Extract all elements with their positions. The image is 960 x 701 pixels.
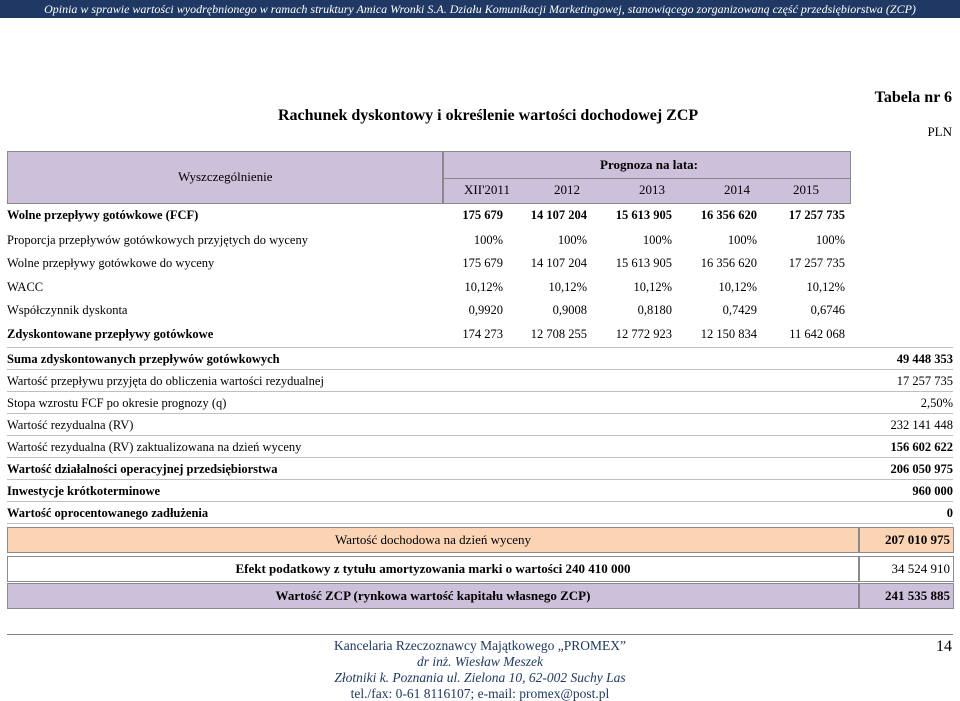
income-value-box <box>859 527 954 553</box>
year-header: 2014 <box>724 182 750 197</box>
summary-row <box>7 480 953 502</box>
row-value: 0,6746 <box>810 303 845 317</box>
summary-label: Stopa wzrostu FCF po okresie prognozy (q) <box>7 396 227 410</box>
row-value: 14 107 204 <box>530 256 587 270</box>
footer-line: Kancelaria Rzeczoznawcy Majątkowego „PROMEX” <box>333 638 626 653</box>
zcp-value-label-box <box>7 583 859 609</box>
page-header: Opinia w sprawie wartości wyodrębnionego w ramach struktury Amica Wronki S.A. Działu Komunikacji Marketingowej, stanowiącego zorganizowaną część przedsiębiorstwa (ZCP) <box>0 0 960 18</box>
row-value: 100% <box>473 233 503 247</box>
row-value: 11 642 068 <box>789 327 845 341</box>
row-label: Wolne przepływy gotówkowe (FCF) <box>7 208 199 222</box>
row-value: 10,12% <box>464 280 503 294</box>
zcp-value-box <box>859 583 954 609</box>
currency-label: PLN <box>927 124 952 139</box>
summary-row <box>7 502 953 524</box>
row-value: 100% <box>815 233 845 247</box>
description-header: Wyszczególnienie <box>178 169 273 184</box>
forecast-divider <box>444 178 850 179</box>
year-header: XII'2011 <box>464 182 510 197</box>
row-value: 16 356 620 <box>700 208 757 222</box>
summary-row <box>7 392 953 414</box>
row-value: 17 257 735 <box>788 208 845 222</box>
year-header: 2012 <box>554 182 580 197</box>
summary-row <box>7 348 953 370</box>
summary-value: 156 602 622 <box>890 440 953 454</box>
row-value: 0,8180 <box>637 303 672 317</box>
row-value: 12 708 255 <box>530 327 587 341</box>
row-value: 174 273 <box>462 327 503 341</box>
summary-row <box>7 370 953 392</box>
summary-value: 49 448 353 <box>896 352 953 366</box>
table-head-forecast <box>443 151 851 204</box>
row-value: 10,12% <box>548 280 587 294</box>
row-value: 10,12% <box>718 280 757 294</box>
row-value: 100% <box>727 233 757 247</box>
summary-value: 232 141 448 <box>890 418 953 432</box>
footer-rule <box>7 634 953 635</box>
table-number: Tabela nr 6 <box>874 89 952 106</box>
row-value: 12 772 923 <box>615 327 672 341</box>
income-value: 207 010 975 <box>885 532 950 547</box>
footer-line: tel./fax: 0-61 8116107; e-mail: promex@post.pl <box>350 686 610 701</box>
zcp-value: 241 535 885 <box>885 588 950 603</box>
row-value: 12 150 834 <box>700 327 757 341</box>
row-value: 15 613 905 <box>615 208 672 222</box>
row-value: 0,9920 <box>468 303 503 317</box>
tax-effect-box <box>859 556 954 582</box>
summary-row <box>7 458 953 480</box>
summary-value: 17 257 735 <box>896 374 953 388</box>
row-label: Wolne przepływy gotówkowe do wyceny <box>7 256 215 270</box>
summary-row <box>7 436 953 458</box>
row-value: 15 613 905 <box>615 256 672 270</box>
summary-value: 206 050 975 <box>890 462 953 476</box>
row-value: 100% <box>557 233 587 247</box>
forecast-header: Prognoza na lata: <box>600 157 698 172</box>
income-value-label: Wartość dochodowa na dzień wyceny <box>334 532 532 547</box>
row-label: Proporcja przepływów gotówkowych przyjętych do wyceny <box>7 233 308 247</box>
summary-value: 2,50% <box>920 396 953 410</box>
tax-effect-label-box <box>7 556 859 582</box>
row-value: 14 107 204 <box>530 208 587 222</box>
summary-label: Wartość oprocentowanego zadłużenia <box>7 506 209 520</box>
year-header: 2013 <box>639 182 665 197</box>
row-value: 10,12% <box>633 280 672 294</box>
summary-label: Wartość rezydualna (RV) <box>7 418 134 432</box>
row-value: 100% <box>642 233 672 247</box>
row-value: 16 356 620 <box>700 256 757 270</box>
summary-row <box>7 414 953 436</box>
income-value-label-box <box>7 527 859 553</box>
row-value: 0,7429 <box>722 303 757 317</box>
summary-value: 0 <box>946 506 953 520</box>
row-value: 17 257 735 <box>788 256 845 270</box>
summary-label: Wartość rezydualna (RV) zaktualizowana na dzień wyceny <box>7 440 302 454</box>
zcp-value-label: Wartość ZCP (rynkowa wartość kapitału własnego ZCP) <box>275 588 591 603</box>
table-head-description <box>7 151 443 204</box>
row-value: 175 679 <box>462 256 503 270</box>
row-value: 0,9008 <box>552 303 587 317</box>
tax-effect-label: Efekt podatkowy z tytułu amortyzowania marki o wartości 240 410 000 <box>235 561 631 576</box>
page-title: Rachunek dyskontowy i określenie wartości dochodowej ZCP <box>278 107 699 124</box>
summary-label: Wartość przepływu przyjęta do obliczenia wartości rezydualnej <box>7 374 324 388</box>
summary-label: Inwestycje krótkoterminowe <box>7 484 161 498</box>
year-header: 2015 <box>793 182 819 197</box>
summary-value: 960 000 <box>912 484 953 498</box>
footer-line: dr inż. Wiesław Meszek <box>417 654 543 669</box>
row-label: Zdyskontowane przepływy gotówkowe <box>7 327 214 341</box>
footer-line: Złotniki k. Poznania ul. Zielona 10, 62-002 Suchy Las <box>334 670 626 685</box>
row-label: Współczynnik dyskonta <box>7 303 128 317</box>
footer <box>200 638 760 701</box>
row-label: WACC <box>7 280 44 294</box>
page-number: 14 <box>936 638 952 655</box>
row-value: 175 679 <box>462 208 503 222</box>
summary-label: Suma zdyskontowanych przepływów gotówkowych <box>7 352 280 366</box>
summary-label: Wartość działalności operacyjnej przedsiębiorstwa <box>7 462 278 476</box>
row-value: 10,12% <box>806 280 845 294</box>
tax-effect-value: 34 524 910 <box>891 561 950 576</box>
